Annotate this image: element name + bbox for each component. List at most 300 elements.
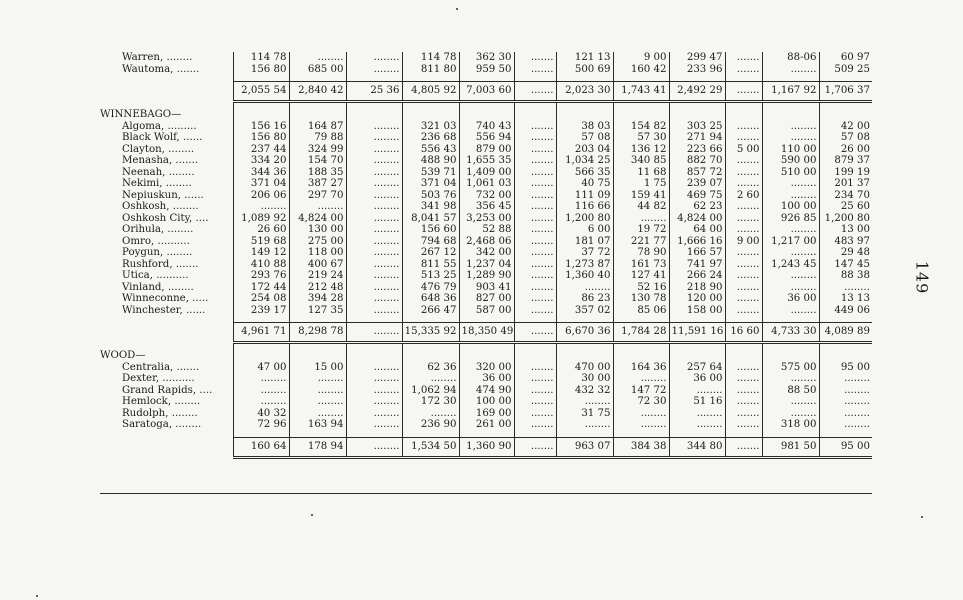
amount-cell: ........ [762,178,819,190]
town-name: Oshkosh, ........ [122,201,199,212]
amount-cell: 1,034 25 [556,155,613,167]
empty-cell [556,109,613,121]
amount-cell: ........ [289,408,346,420]
amount-cell: 879 00 [459,144,514,156]
amount-cell: 15 00 [289,362,346,374]
amount-cell: ........ [819,385,872,397]
amount-cell: 297 70 [289,190,346,202]
total-cell: 4,961 71 [233,323,289,343]
amount-cell: 60 97 [819,52,872,64]
amount-cell: 356 45 [459,201,514,213]
amount-cell: 127 35 [289,305,346,317]
amount-cell: ........ [762,282,819,294]
table-row [100,385,872,397]
amount-cell: ....... [514,293,556,305]
amount-cell: 130 00 [289,224,346,236]
total-cell: 4,089 89 [819,323,872,343]
amount-cell: 340 85 [613,155,669,167]
amount-cell: ........ [762,270,819,282]
amount-cell: ....... [725,270,762,282]
amount-cell: 3,253 00 [459,213,514,225]
spacer-cell [100,102,233,110]
total-cell: 6,670 36 [556,323,613,343]
table-row [100,236,872,248]
empty-cell [762,109,819,121]
table-row [100,259,872,271]
amount-cell: ........ [289,373,346,385]
amount-cell: 121 13 [556,52,613,64]
amount-cell: ....... [514,247,556,259]
amount-cell: 827 00 [459,293,514,305]
amount-cell: 318 00 [762,419,819,431]
amount-cell: ........ [233,385,289,397]
amount-cell: ....... [725,121,762,133]
amount-cell: 566 35 [556,167,613,179]
amount-cell: ........ [346,132,402,144]
amount-cell: 57 08 [556,132,613,144]
amount-cell: 52 88 [459,224,514,236]
empty-cell [514,109,556,121]
amount-cell: 29 48 [819,247,872,259]
bottom-rule [100,493,872,494]
empty-cell [669,350,725,362]
total-cell: 344 80 [669,437,725,457]
spacer-cell [613,102,669,110]
amount-cell: ........ [402,408,459,420]
total-cell: 384 38 [613,437,669,457]
total-cell: 963 07 [556,437,613,457]
page-number: 149 [912,260,932,295]
total-cell: 1,534 50 [402,437,459,457]
amount-cell: 6 00 [556,224,613,236]
amount-cell: 2,468 06 [459,236,514,248]
amount-cell: 62 36 [402,362,459,374]
amount-cell: 1,200 80 [556,213,613,225]
table-row [100,178,872,190]
empty-cell [459,350,514,362]
table-row [100,190,872,202]
amount-cell: 36 00 [669,373,725,385]
total-cell: 95 00 [819,437,872,457]
amount-cell: 114 78 [402,52,459,64]
table-row [100,373,872,385]
town-name: Dexter, .......... [122,373,195,384]
amount-cell: 1,289 90 [459,270,514,282]
spacer-cell [289,102,346,110]
amount-cell: ........ [762,247,819,259]
town-name: Neenah, ........ [122,166,195,178]
amount-cell: 161 73 [613,259,669,271]
amount-cell: 2 60 [725,190,762,202]
amount-cell: ........ [346,247,402,259]
amount-cell: 590 00 [762,155,819,167]
amount-cell: 469 75 [669,190,725,202]
amount-cell: 400 67 [289,259,346,271]
empty-cell [346,350,402,362]
amount-cell: 811 80 [402,64,459,76]
amount-cell: 206 06 [233,190,289,202]
amount-cell: 156 80 [233,132,289,144]
spacer-cell [819,343,872,351]
town-name: Nepiuskun, ...... [122,189,204,201]
amount-cell: ........ [346,155,402,167]
total-row [100,437,872,457]
total-cell: 1,360 90 [459,437,514,457]
amount-cell: ....... [725,178,762,190]
town-name: Hemlock, ........ [122,396,201,407]
table-row [100,247,872,259]
amount-cell: 111 09 [556,190,613,202]
amount-cell: 410 88 [233,259,289,271]
table-row [100,121,872,133]
amount-cell: 154 82 [613,121,669,133]
total-cell: 8,298 78 [289,323,346,343]
amount-cell: 257 64 [669,362,725,374]
spacer-cell [346,343,402,351]
amount-cell: 57 08 [819,132,872,144]
paper-speck [456,8,458,10]
amount-cell: 172 44 [233,282,289,294]
amount-cell: 432 32 [556,385,613,397]
amount-cell: 36 00 [762,293,819,305]
town-name: Utica, .......... [122,270,189,281]
total-row [100,82,872,102]
total-cell: 7,003 60 [459,82,514,102]
amount-cell: ........ [613,373,669,385]
total-cell: ....... [514,323,556,343]
amount-cell: ........ [346,396,402,408]
amount-cell: ........ [402,373,459,385]
town-name: Warren, ........ [122,52,193,63]
amount-cell: ....... [514,385,556,397]
amount-cell: ....... [725,419,762,431]
empty-cell [613,350,669,362]
amount-cell: 476 79 [402,282,459,294]
amount-cell: ....... [725,155,762,167]
amount-cell: 685 00 [289,64,346,76]
spacer-cell [233,102,289,110]
total-cell: 178 94 [289,437,346,457]
amount-cell: ........ [819,373,872,385]
amount-cell: ....... [514,236,556,248]
amount-cell: ........ [346,270,402,282]
amount-cell: ........ [819,408,872,420]
total-cell: 2,055 54 [233,82,289,102]
town-name: Poygun, ........ [122,247,193,258]
town-name: Winneconne, ..... [122,293,209,304]
amount-cell: ....... [725,64,762,76]
amount-cell: ........ [762,121,819,133]
amount-cell: ....... [514,396,556,408]
amount-cell: 212 48 [289,282,346,294]
amount-cell: ........ [289,385,346,397]
amount-cell: ....... [514,270,556,282]
amount-cell: ....... [725,408,762,420]
amount-cell: 118 00 [289,247,346,259]
amount-cell: ........ [762,305,819,317]
amount-cell: ........ [346,190,402,202]
amount-cell: 203 04 [556,144,613,156]
spacer-cell [725,102,762,110]
amount-cell: ........ [346,144,402,156]
amount-cell: ....... [725,259,762,271]
spacer-cell [669,343,725,351]
amount-cell: 1,237 04 [459,259,514,271]
amount-cell: ........ [819,282,872,294]
amount-cell: 239 07 [669,178,725,190]
amount-cell: 172 30 [402,396,459,408]
amount-cell: ........ [346,373,402,385]
amount-cell: 271 94 [669,132,725,144]
amount-cell: 303 25 [669,121,725,133]
amount-cell: 88 38 [819,270,872,282]
amount-cell: 1,243 45 [762,259,819,271]
amount-cell: ........ [346,282,402,294]
total-cell: 160 64 [233,437,289,457]
amount-cell: 88-06 [762,52,819,64]
amount-cell: 341 98 [402,201,459,213]
amount-cell: 13 13 [819,293,872,305]
amount-cell: ........ [762,373,819,385]
amount-cell: ........ [819,419,872,431]
amount-cell: 371 04 [402,178,459,190]
amount-cell: 1,217 00 [762,236,819,248]
amount-cell: ........ [346,385,402,397]
total-label [100,323,233,343]
amount-cell: 1 75 [613,178,669,190]
table-row [100,282,872,294]
amount-cell: 30 00 [556,373,613,385]
amount-cell: 903 41 [459,282,514,294]
amount-cell: 31 75 [556,408,613,420]
amount-cell: 239 17 [233,305,289,317]
amount-cell: 158 00 [669,305,725,317]
total-cell: 25 36 [346,82,402,102]
amount-cell: 181 07 [556,236,613,248]
town-name: Centralia, ....... [122,361,200,373]
spacer-cell [762,102,819,110]
amount-cell: 95 00 [819,362,872,374]
total-cell: ........ [346,323,402,343]
amount-cell: 149 12 [233,247,289,259]
amount-cell: 1,089 92 [233,213,289,225]
amount-cell: ....... [514,259,556,271]
amount-cell: ........ [762,190,819,202]
town-name: Clayton, ........ [122,143,195,155]
amount-cell: ....... [725,52,762,64]
table-row [100,52,872,64]
amount-cell: 293 76 [233,270,289,282]
spacer-cell [402,343,459,351]
spacer-cell [514,102,556,110]
amount-cell: ........ [762,396,819,408]
amount-cell: 234 70 [819,190,872,202]
total-cell: 1,784 28 [613,323,669,343]
county-heading-row [100,109,872,121]
total-cell: 981 50 [762,437,819,457]
amount-cell: ........ [762,64,819,76]
amount-cell: 1,409 00 [459,167,514,179]
spacer-row [100,102,872,110]
amount-cell: 169 00 [459,408,514,420]
total-cell: 1,743 41 [613,82,669,102]
amount-cell: 26 00 [819,144,872,156]
town-name: Rudolph, ........ [122,407,198,419]
amount-cell: ........ [762,224,819,236]
amount-cell: ........ [613,419,669,431]
empty-cell [819,350,872,362]
amount-cell: 64 00 [669,224,725,236]
amount-cell: 25 60 [819,201,872,213]
amount-cell: 510 00 [762,167,819,179]
amount-cell: ........ [669,385,725,397]
amount-cell: 147 45 [819,259,872,271]
amount-cell: 79 88 [289,132,346,144]
amount-cell: ........ [346,178,402,190]
amount-cell: ....... [514,155,556,167]
amount-cell: 100 00 [459,396,514,408]
amount-cell: 267 12 [402,247,459,259]
amount-cell: 357 02 [556,305,613,317]
amount-cell: ........ [289,52,346,64]
amount-cell: ........ [346,408,402,420]
total-label [100,82,233,102]
amount-cell: 85 06 [613,305,669,317]
amount-cell: ........ [819,396,872,408]
empty-cell [819,109,872,121]
amount-cell: 223 66 [669,144,725,156]
amount-cell: ....... [725,396,762,408]
spacer-cell [346,102,402,110]
amount-cell: 261 00 [459,419,514,431]
amount-cell: 72 30 [613,396,669,408]
amount-cell: ........ [762,408,819,420]
empty-cell [725,109,762,121]
amount-cell: ....... [514,373,556,385]
amount-cell: ....... [725,213,762,225]
paper-speck [36,595,38,597]
amount-cell: 500 69 [556,64,613,76]
total-cell: ........ [346,437,402,457]
amount-cell: ....... [725,201,762,213]
amount-cell: 166 57 [669,247,725,259]
amount-cell: ........ [346,419,402,431]
amount-cell: 201 37 [819,178,872,190]
amount-cell: ....... [514,282,556,294]
total-cell: ....... [514,437,556,457]
amount-cell: ....... [514,52,556,64]
amount-cell: 4,824 00 [669,213,725,225]
spacer-cell [233,343,289,351]
amount-cell: 371 04 [233,178,289,190]
town-name: Black Wolf, ...... [122,132,203,143]
empty-cell [762,350,819,362]
total-cell: 4,733 30 [762,323,819,343]
amount-cell: 483 97 [819,236,872,248]
table-row [100,224,872,236]
spacer-cell [402,102,459,110]
empty-cell [556,350,613,362]
town-name: Omro, .......... [122,235,190,247]
empty-cell [289,109,346,121]
amount-cell: 237 44 [233,144,289,156]
amount-cell: 342 00 [459,247,514,259]
spacer-cell [556,343,613,351]
table-row [100,132,872,144]
amount-cell: ....... [725,385,762,397]
amount-cell: 474 90 [459,385,514,397]
amount-cell: 362 30 [459,52,514,64]
amount-cell: 147 72 [613,385,669,397]
amount-cell: ....... [725,373,762,385]
table-row [100,419,872,431]
county-heading: WINNEBAGO— [100,109,182,120]
amount-cell: ........ [346,362,402,374]
table-row [100,270,872,282]
total-cell: ....... [725,437,762,457]
amount-cell: ....... [725,224,762,236]
spacer-cell [289,343,346,351]
total-cell: ....... [514,82,556,102]
table-row [100,396,872,408]
amount-cell: 219 24 [289,270,346,282]
amount-cell: 78 90 [613,247,669,259]
amount-cell: 13 00 [819,224,872,236]
total-cell: 18,350 49 [459,323,514,343]
amount-cell: 62 23 [669,201,725,213]
total-cell: 11,591 16 [669,323,725,343]
amount-cell: ....... [514,167,556,179]
table-row [100,201,872,213]
amount-cell: 88 50 [762,385,819,397]
amount-cell: 11 68 [613,167,669,179]
spacer-cell [819,102,872,110]
amount-cell: ........ [346,52,402,64]
amount-cell: 154 70 [289,155,346,167]
amount-cell: 320 00 [459,362,514,374]
spacer-cell [669,102,725,110]
table-row [100,305,872,317]
amount-cell: 882 70 [669,155,725,167]
amount-cell: 1,360 40 [556,270,613,282]
amount-cell: ....... [514,121,556,133]
amount-cell: 236 90 [402,419,459,431]
amount-cell: 334 20 [233,155,289,167]
amount-cell: 5 00 [725,144,762,156]
total-cell: 16 60 [725,323,762,343]
amount-cell: 509 25 [819,64,872,76]
amount-cell: ........ [346,236,402,248]
amount-cell: 9 00 [725,236,762,248]
amount-cell: 587 00 [459,305,514,317]
spacer-cell [459,343,514,351]
amount-cell: ........ [556,396,613,408]
amount-cell: 164 36 [613,362,669,374]
amount-cell: 164 87 [289,121,346,133]
amount-cell: 44 82 [613,201,669,213]
amount-cell: ....... [514,419,556,431]
empty-cell [613,109,669,121]
ledger-body [100,52,872,457]
amount-cell: 163 94 [289,419,346,431]
amount-cell: 1,273 87 [556,259,613,271]
town-name: Orihula, ........ [122,224,194,235]
amount-cell: 857 72 [669,167,725,179]
amount-cell: 513 25 [402,270,459,282]
amount-cell: ........ [346,259,402,271]
amount-cell: ........ [233,396,289,408]
town-name: Menasha, ....... [122,155,199,166]
